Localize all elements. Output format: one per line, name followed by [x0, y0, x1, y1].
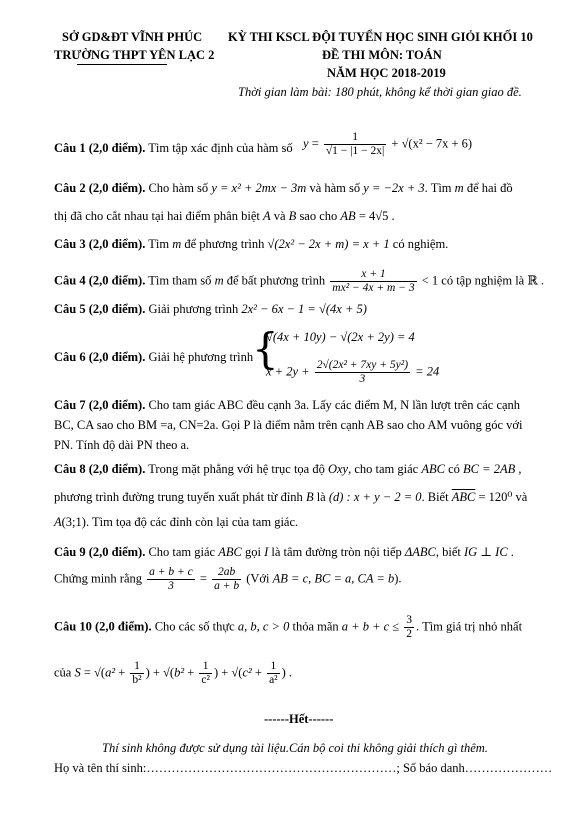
question-7-text-2: BC, CA sao cho BM =a, CN=2a. Gọi P là điểm nằm trên cạnh AB sao cho AM vuông góc với	[54, 418, 523, 432]
end-mark: ------Hết------	[264, 712, 334, 726]
question-8-text-h: . Tìm tọa độ các đỉnh còn lại của tam giác.	[85, 515, 299, 529]
question-7-label: Câu 7 (2,0 điểm).	[54, 398, 146, 412]
department-name: SỞ GD&ĐT VĨNH PHÚC	[62, 30, 203, 44]
question-9-text-d: , biết	[435, 545, 461, 559]
question-8-text-a: Trong mặt phẳng với hệ trục tọa độ	[148, 462, 325, 476]
question-8-line-3: A(3;1). Tìm tọa độ các đỉnh còn lại của tam giác.	[54, 515, 299, 529]
header-underline	[77, 64, 167, 65]
exam-note: Thí sinh không được sử dụng tài liệu.Cán bộ coi thi không giải thích gì thêm.	[102, 741, 488, 755]
question-10-line-2: của S = √(a² + $\frac{1}{\text{b²}}$ ) + √(b² + $\frac{1}{\text{c²}}$ ) + √(c² + $\frac{1}{\text{a²}}$ ) .	[54, 660, 293, 686]
question-4: Câu 4 (2,0 điểm). Tìm tham số m để bất phương trình $\frac{x + 1}{\text{mx² − 4x + m − 3}}$ < 1 có tập nghiệm là ℝ .	[54, 268, 544, 294]
question-9: Câu 9 (2,0 điểm). Cho tam giác ABC gọi I là tâm đường tròn nội tiếp ΔABC, biết IG ⊥ IC .	[54, 545, 514, 559]
question-9-label: Câu 9 (2,0 điểm).	[54, 545, 146, 559]
question-4-text-a: Tìm tham số	[148, 273, 212, 288]
question-10-text-a: Cho các số thực	[154, 619, 235, 634]
question-8-line-2: phương trình đường trung tuyến xuất phát từ đỉnh B là (d) : x + y − 2 = 0. Biết $\overline{ABC} = 120^0$ và	[54, 490, 528, 504]
question-5-text: Giải phương trình	[148, 302, 239, 316]
question-1-label: Câu 1 (2,0 điểm).	[54, 141, 146, 155]
question-2-text-f: và	[273, 209, 286, 223]
question-2-text-g: sao cho	[299, 209, 338, 223]
question-6	[54, 350, 253, 365]
question-10-label: Câu 10 (2,0 điểm).	[54, 619, 152, 634]
question-10-text-b: thỏa mãn	[292, 619, 339, 634]
question-9-line-2: Chứng minh rằng $\frac{a + b + c}{3}$ = $\frac{2ab}{a + b}$ (Với AB = c, BC = a, CA = b).	[54, 566, 402, 592]
question-9-text-c: là tâm đường tròn nội tiếp	[271, 545, 402, 559]
question-7-text-3: PN. Tính độ dài PN theo a.	[54, 438, 190, 452]
question-2-text-c: . Tìm	[424, 181, 452, 195]
system-equation-2: x + 2y + $\frac{\text{2√(2x² + 7xy + 5y²)}}{3}$ = 24	[266, 359, 440, 385]
exam-time: Thời gian làm bài: 180 phút, không kể thời gian giao đề.	[238, 85, 522, 99]
question-3-label: Câu 3 (2,0 điểm).	[54, 237, 146, 251]
question-3: Câu 3 (2,0 điểm). Tìm m để phương trình √(2x² − 2x + m) = x + 1 có nghiệm.	[54, 237, 449, 251]
question-3-text-b: để phương trình	[184, 237, 265, 251]
exam-subject: ĐỀ THI MÔN: TOÁN	[322, 48, 442, 62]
question-2-text-d: để hai đồ	[466, 181, 513, 195]
question-3-text-a: Tìm	[148, 237, 170, 251]
question-1	[54, 141, 293, 156]
question-10-text-d: của	[54, 665, 72, 680]
candidate-info-line: Họ và tên thí sinh:……………………………………………………; Số báo danh…………………	[54, 761, 553, 775]
question-8-text-b: , cho tam giác	[348, 462, 419, 476]
question-6-label: Câu 6 (2,0 điểm).	[54, 350, 146, 364]
question-2-label: Câu 2 (2,0 điểm).	[54, 181, 146, 195]
question-4-text-c: có tập nghiệm là	[441, 273, 525, 288]
question-8-text-g: và	[515, 490, 528, 504]
question-9-text-a: Cho tam giác	[148, 545, 216, 559]
question-7-text-1: Cho tam giác ABC đều cạnh 3a. Lấy các điểm M, N lần lượt trên các cạnh	[148, 398, 521, 412]
question-8-text-f: . Biết	[421, 490, 449, 504]
system-equation-1: √(4x + 10y) − √(2x + 2y) = 4	[266, 330, 415, 344]
question-8: Câu 8 (2,0 điểm). Trong mặt phẳng với hệ trục tọa độ Oxy, cho tam giác ABC có BC = 2AB ,	[54, 462, 522, 476]
question-4-label: Câu 4 (2,0 điểm).	[54, 273, 146, 288]
question-3-text-c: có nghiệm.	[392, 237, 449, 251]
system-brace: {	[252, 324, 279, 373]
question-5-label: Câu 5 (2,0 điểm).	[54, 302, 146, 316]
question-6-text: Giải hệ phương trình	[148, 350, 254, 364]
question-10: Câu 10 (2,0 điểm). Cho các số thực a, b, c > 0 thỏa mãn a + b + c ≤ $\frac{3}{2}$ . Tìm giá trị nhỏ nhất	[54, 614, 523, 640]
question-8-text-c: có	[448, 462, 460, 476]
school-name: TRƯỜNG THPT YÊN LẠC 2	[54, 48, 215, 62]
question-2-text-b: và hàm số	[309, 181, 361, 195]
question-5: Câu 5 (2,0 điểm). Giải phương trình 2x² − 6x − 1 = √(4x + 5)	[54, 302, 367, 316]
question-2-text-e: thị đã cho cắt nhau tại hai điểm phân biệt	[54, 209, 260, 223]
question-4-text-b: để bất phương trình	[226, 273, 326, 288]
exam-year: NĂM HỌC 2018-2019	[327, 66, 446, 80]
question-7	[54, 398, 520, 413]
question-10-text-c: . Tìm giá trị nhỏ nhất	[416, 619, 523, 634]
question-1-text: Tìm tập xác định của hàm số	[148, 141, 293, 155]
question-9-text-e: Chứng minh rằng	[54, 571, 143, 586]
question-8-text-d: phương trình đường trung tuyến xuất phát từ đỉnh	[54, 490, 303, 504]
question-2-text-a: Cho hàm số	[148, 181, 209, 195]
question-8-text-e: là	[316, 490, 326, 504]
question-2-line-2: thị đã cho cắt nhau tại hai điểm phân biệt A và B sao cho AB = 4√5 .	[54, 209, 395, 223]
question-9-text-f: (Với	[246, 571, 270, 586]
question-8-label: Câu 8 (2,0 điểm).	[54, 462, 146, 476]
question-2: Câu 2 (2,0 điểm). Cho hàm số y = x² + 2mx − 3m và hàm số y = −2x + 3. Tìm m để hai đồ	[54, 181, 513, 195]
question-1-formula: y = $\frac{1}{√1 - |1 - 2x|}$ + √(x² − 7x + 6)	[303, 131, 473, 157]
question-9-text-b: gọi	[244, 545, 261, 559]
exam-title: KỲ THI KSCL ĐỘI TUYỂN HỌC SINH GIỎI KHỐI 10	[228, 30, 533, 44]
